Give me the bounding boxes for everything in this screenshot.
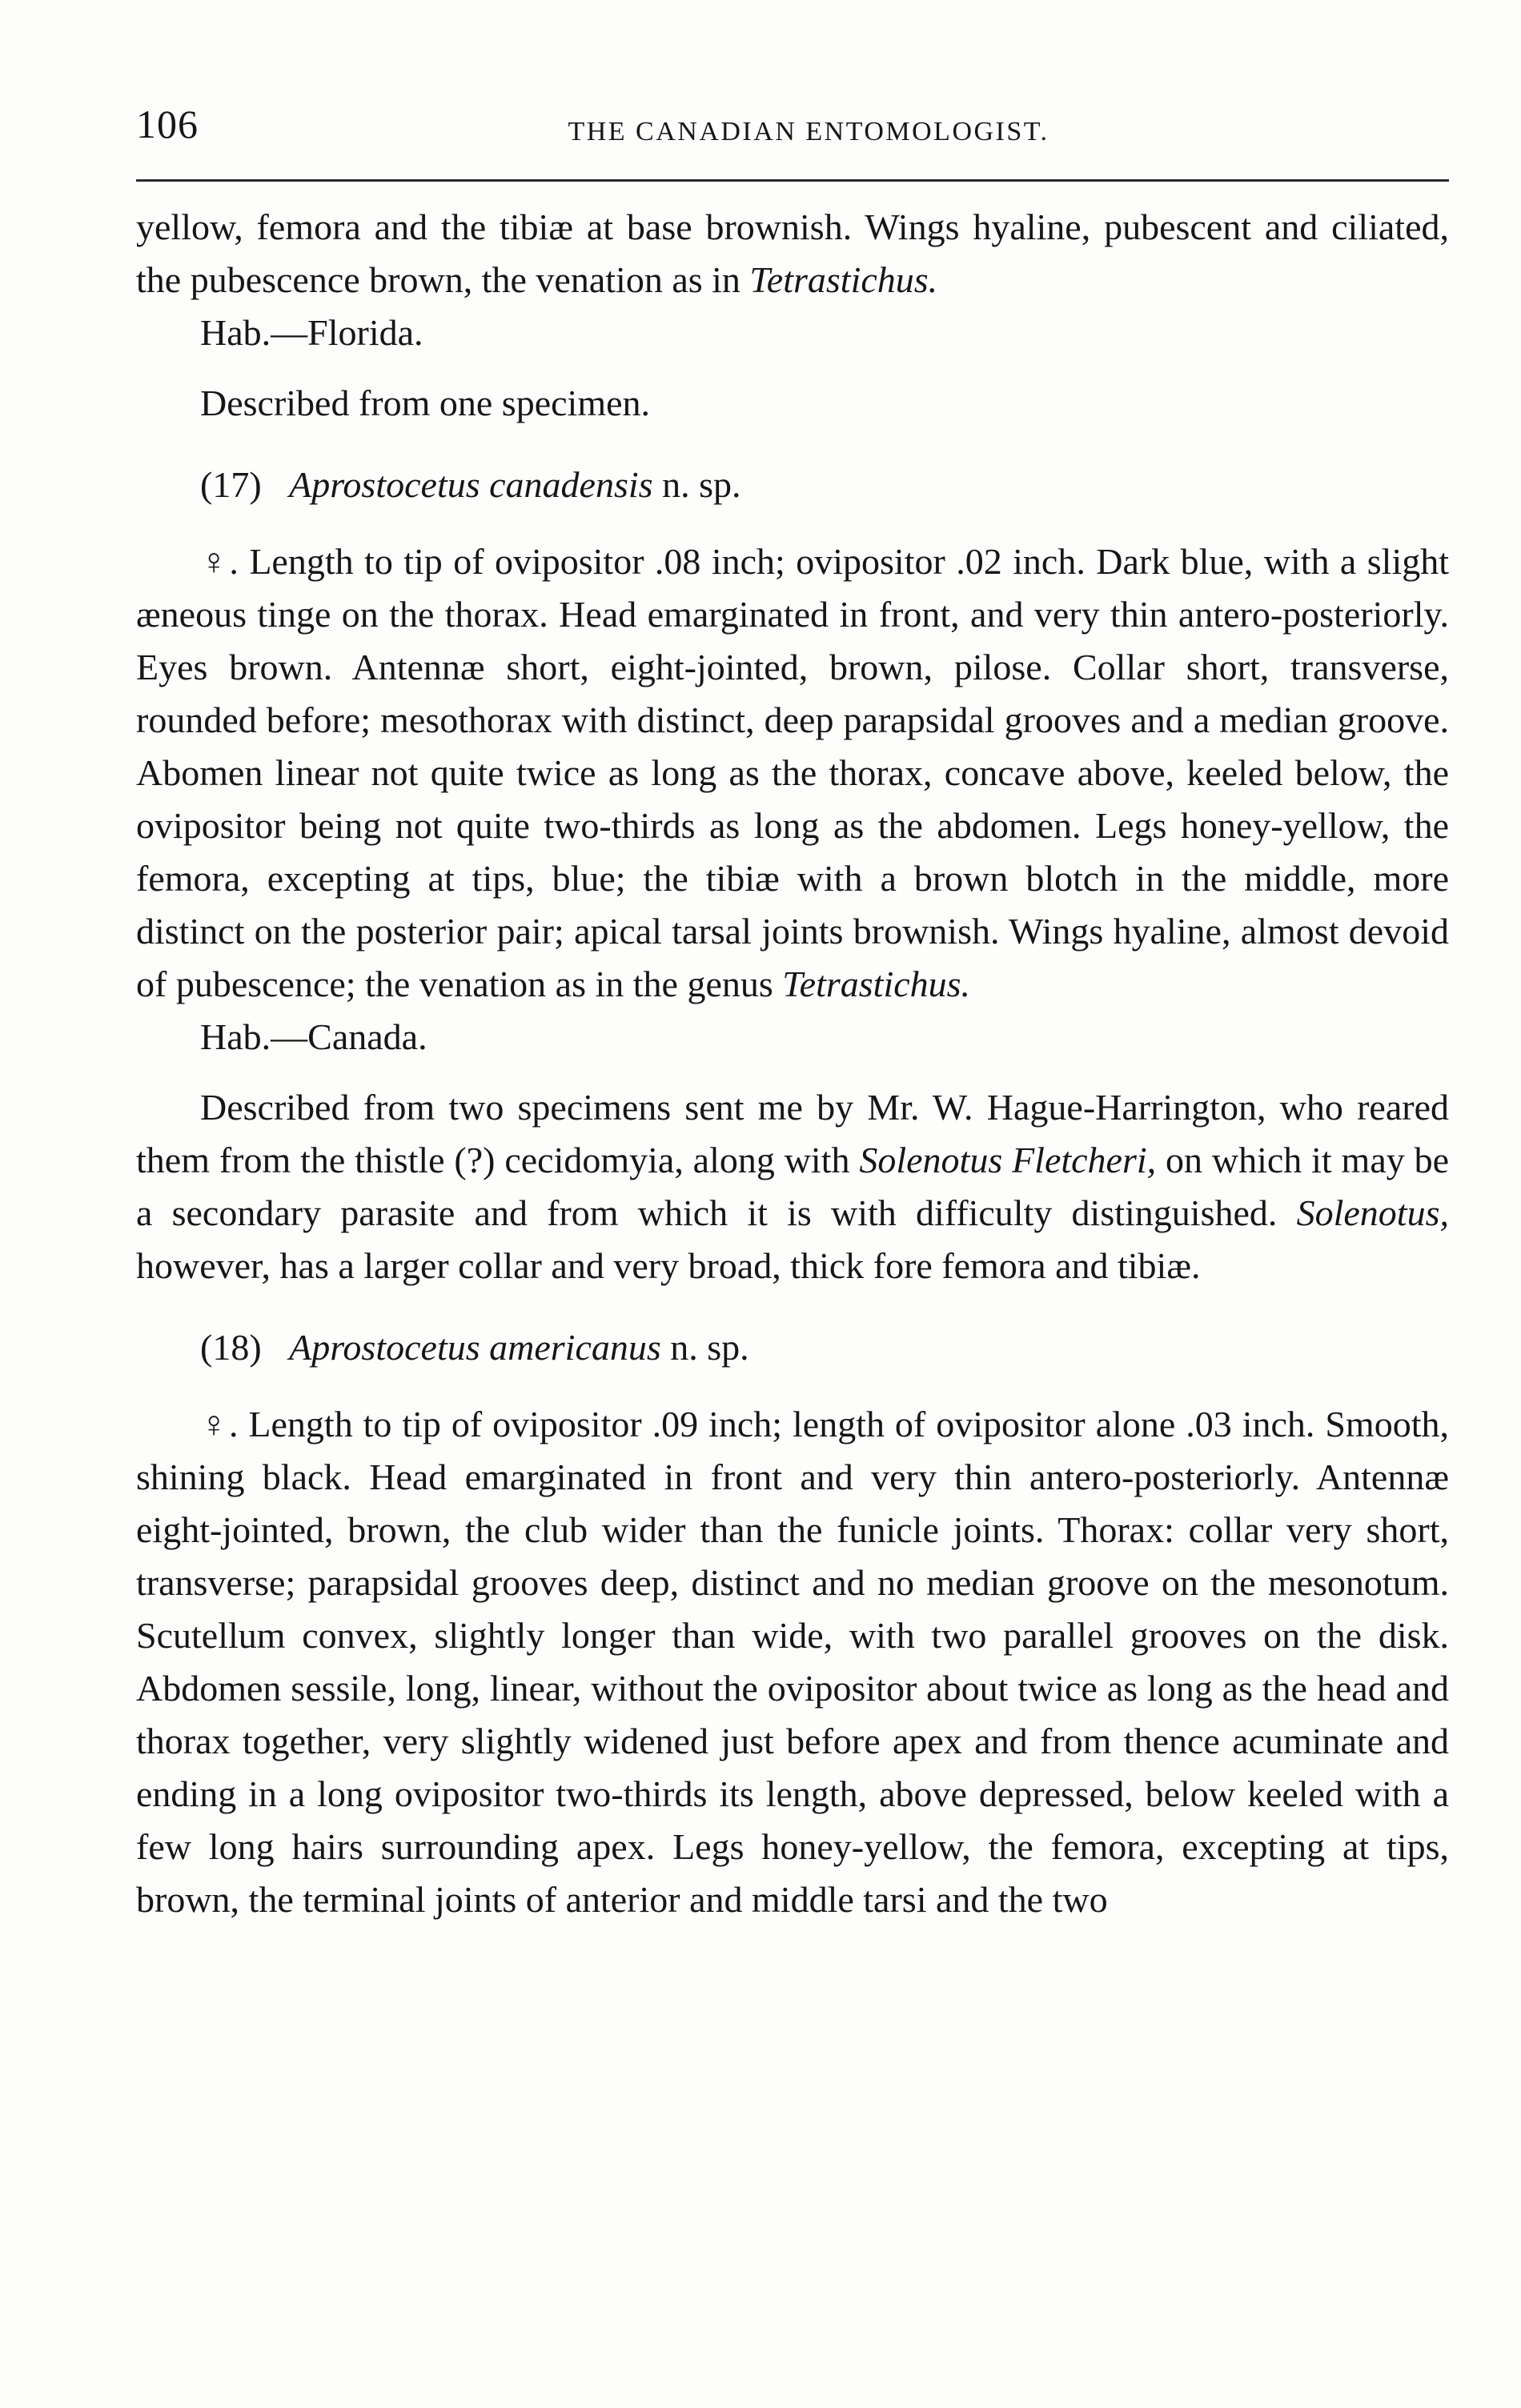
running-head: THE CANADIAN ENTOMOLOGIST. (568, 117, 1049, 146)
habitat-line: Hab.—Canada. (200, 1016, 427, 1057)
species-number: (18) (200, 1327, 262, 1368)
description-paragraph (136, 535, 1449, 1011)
paragraph-text: on which it may be a secondary parasite and from which it is with difficulty distinguished. (136, 1140, 1449, 1233)
document-page (136, 96, 1449, 1926)
species-name: Aprostocetus canadensis (289, 464, 653, 505)
species-suffix: n. sp. (652, 464, 741, 505)
header-rule (136, 179, 1449, 182)
genus-name: Solenotus, (1296, 1192, 1449, 1233)
species-heading-18 (136, 1321, 1449, 1374)
species-suffix: n. sp. (660, 1327, 749, 1368)
body-text (136, 201, 1449, 1926)
paragraph-text: Described from two specimens sent me by Mr. W. Hague-Harrington, who reared them from the thistle (?) cecidomyia, along with (136, 1087, 1449, 1180)
paragraph-text: however, has a larger collar and very broad, thick fore femora and tibiæ. (136, 1245, 1201, 1286)
paragraph-text: yellow, femora and the tibiæ at base brownish. Wings hyaline, pubescent and ciliated, the pubescence brown, the venation as in (136, 206, 1449, 300)
species-name: Aprostocetus americanus (289, 1327, 661, 1368)
described-line: Described from one specimen. (200, 383, 651, 423)
paragraph-continued (136, 201, 1449, 307)
species-heading-17 (136, 459, 1449, 511)
paragraph-text: ♀. Length to tip of ovipositor .08 inch; ovipositor .02 inch. Dark blue, with a slight æneous tinge on the thorax. Head emarginated in front, and very thin antero-posteriorly. Eyes brown. Antennæ short, eight-jointed, brown, pilose. Collar short, transverse, rounded before; mesothorax with distinct, deep parapsidal grooves and a median groove. Abomen linear not quite twice as long as the thorax, concave above, keeled below, the ovipositor being not quite two-thirds as long as the abdomen. Legs honey-yellow, the femora, excepting at tips, blue; the tibiæ with a brown blotch in the middle, more distinct on the posterior pair; apical tarsal joints brownish. Wings hyaline, almost devoid of pubescence; the venation as in the genus (136, 541, 1449, 1004)
habitat-line: Hab.—Florida. (200, 312, 423, 353)
genus-name: Tetrastichus. (782, 964, 971, 1004)
page-number: 106 (136, 102, 199, 146)
described-paragraph (136, 1081, 1449, 1292)
page-header (136, 96, 1449, 160)
species-number: (17) (200, 464, 262, 505)
description-paragraph (136, 1398, 1449, 1926)
genus-name: Tetrastichus. (749, 259, 938, 300)
paragraph-text: ♀. Length to tip of ovipositor .09 inch; length of ovipositor alone .03 inch. Smooth, shining black. Head emarginated in front and very thin antero-posteriorly. Antennæ eight-jointed, brown, the club wider than the funicle joints. Thorax: collar very short, transverse; parapsidal grooves deep, distinct and no median groove on the mesonotum. Scutellum convex, slightly longer than wide, with two parallel grooves on the disk. Abdomen sessile, long, linear, without the ovipositor about twice as long as the head and thorax together, very slightly widened just before apex and from thence acuminate and ending in a long ovipositor two-thirds its length, above depressed, below keeled with a few long hairs surrounding apex. Legs honey-yellow, the femora, excepting at tips, brown, the terminal joints of anterior and middle tarsi and the two (136, 1404, 1449, 1920)
species-name: Solenotus Fletcheri, (859, 1140, 1157, 1180)
